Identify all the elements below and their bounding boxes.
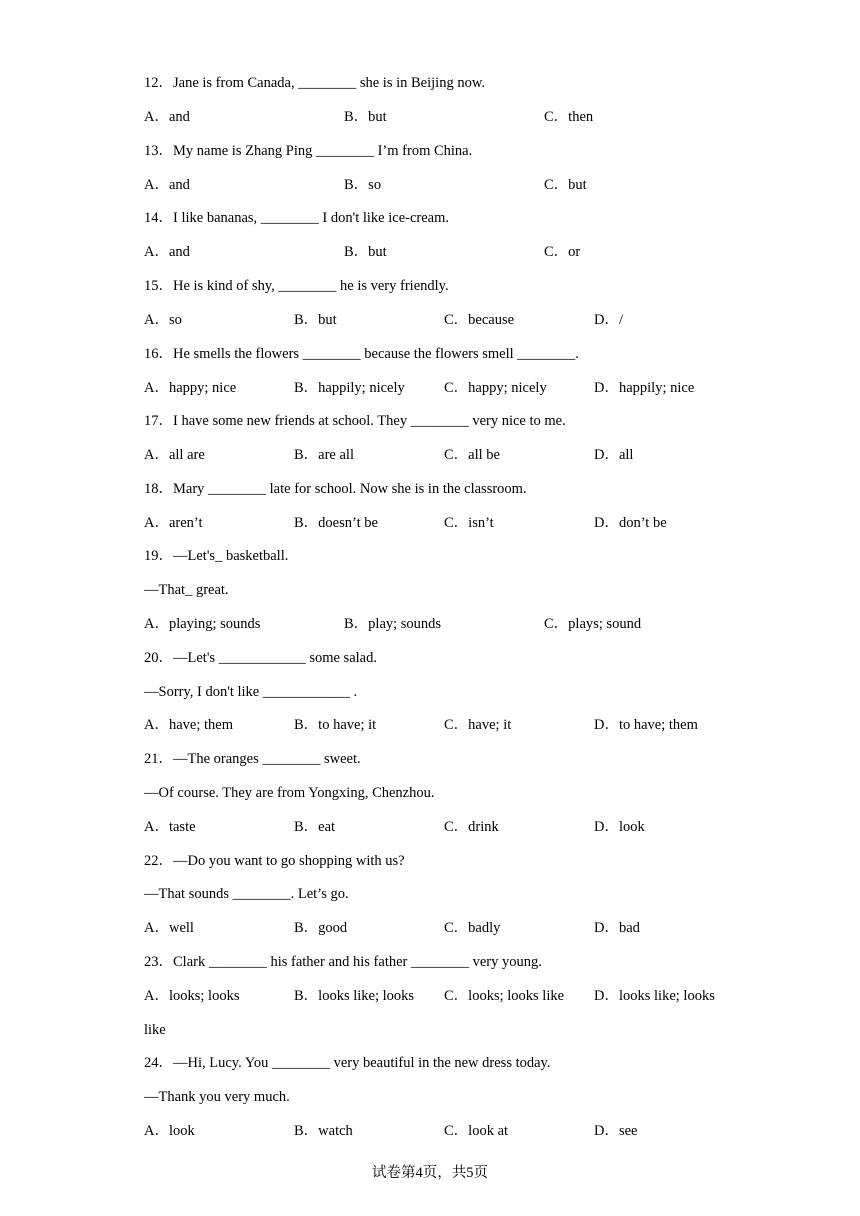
option-a: A．playing; sounds xyxy=(144,616,261,632)
option-c: C．drink xyxy=(444,819,499,835)
option-c: C．isn’t xyxy=(444,515,494,531)
option-a: A．all are xyxy=(144,447,205,463)
option-d: D．look xyxy=(594,819,645,835)
option-c: C．all be xyxy=(444,447,500,463)
option-d: D．happily; nice xyxy=(594,380,695,396)
option-b: B．are all xyxy=(294,447,354,463)
question-reply: —Of course. They are from Yongxing, Chenzhou. xyxy=(144,785,435,801)
question-reply: —That_ great. xyxy=(144,582,229,598)
option-d: D．all xyxy=(594,447,634,463)
option-c: C．or xyxy=(544,244,581,260)
question-stem: 17．I have some new friends at school. They ________ very nice to me. xyxy=(144,413,566,429)
option-a: A．well xyxy=(144,920,194,936)
option-d: D．to have; them xyxy=(594,717,698,733)
question-stem: 19．—Let's_ basketball. xyxy=(144,548,289,564)
question-stem: 21．—The oranges ________ sweet. xyxy=(144,751,361,767)
question-stem: 20．—Let's ____________ some salad. xyxy=(144,650,377,666)
option-c: C．have; it xyxy=(444,717,512,733)
option-d-wrap: like xyxy=(144,1022,166,1038)
option-b: B．watch xyxy=(294,1123,353,1139)
option-a: A．and xyxy=(144,244,190,260)
option-a: A．so xyxy=(144,312,182,328)
question-stem: 12．Jane is from Canada, ________ she is in Beijing now. xyxy=(144,75,485,91)
option-a: A．taste xyxy=(144,819,196,835)
question-stem: 16．He smells the flowers ________ because the flowers smell ________. xyxy=(144,346,579,362)
option-d: D．don’t be xyxy=(594,515,667,531)
question-stem: 15．He is kind of shy, ________ he is very friendly. xyxy=(144,278,449,294)
question-stem: 23．Clark ________ his father and his father ________ very young. xyxy=(144,954,542,970)
option-a: A．happy; nice xyxy=(144,380,237,396)
option-b: B．but xyxy=(294,312,337,328)
option-b: B．good xyxy=(294,920,348,936)
option-d: D．/ xyxy=(594,312,623,328)
option-a: A．look xyxy=(144,1123,195,1139)
option-c: C．then xyxy=(544,109,594,125)
option-c: C．look at xyxy=(444,1123,509,1139)
option-c: C．badly xyxy=(444,920,501,936)
option-b: B．but xyxy=(344,244,387,260)
question-reply: —Sorry, I don't like ____________ . xyxy=(144,684,358,700)
option-b: B．looks like; looks xyxy=(294,988,415,1004)
option-b: B．happily; nicely xyxy=(294,380,405,396)
question-stem: 22．—Do you want to go shopping with us? xyxy=(144,853,405,869)
option-b: B．so xyxy=(344,177,382,193)
option-d: D．see xyxy=(594,1123,638,1139)
question-stem: 18．Mary ________ late for school. Now she is in the classroom. xyxy=(144,481,527,497)
option-b: B．play; sounds xyxy=(344,616,442,632)
option-d: D．bad xyxy=(594,920,640,936)
question-reply: —Thank you very much. xyxy=(144,1089,290,1105)
option-a: A．and xyxy=(144,109,190,125)
question-stem: 14．I like bananas, ________ I don't like ice-cream. xyxy=(144,210,450,226)
question-reply: —That sounds ________. Let’s go. xyxy=(144,886,349,902)
option-b: B．doesn’t be xyxy=(294,515,378,531)
page-footer: 试卷第4页，共5页 xyxy=(372,1165,488,1181)
question-stem: 13．My name is Zhang Ping ________ I’m from China. xyxy=(144,143,473,159)
option-c: C．happy; nicely xyxy=(444,380,547,396)
question-stem: 24．—Hi, Lucy. You ________ very beautiful in the new dress today. xyxy=(144,1055,551,1071)
option-a: A．have; them xyxy=(144,717,233,733)
option-a: A．looks; looks xyxy=(144,988,240,1004)
option-b: B．to have; it xyxy=(294,717,377,733)
option-b: B．but xyxy=(344,109,387,125)
option-b: B．eat xyxy=(294,819,336,835)
option-c: C．looks; looks like xyxy=(444,988,565,1004)
option-a: A．and xyxy=(144,177,190,193)
option-d: D．looks like; looks xyxy=(594,988,715,1004)
option-a: A．aren’t xyxy=(144,515,203,531)
option-c: C．but xyxy=(544,177,587,193)
option-c: C．because xyxy=(444,312,515,328)
option-c: C．plays; sound xyxy=(544,616,642,632)
